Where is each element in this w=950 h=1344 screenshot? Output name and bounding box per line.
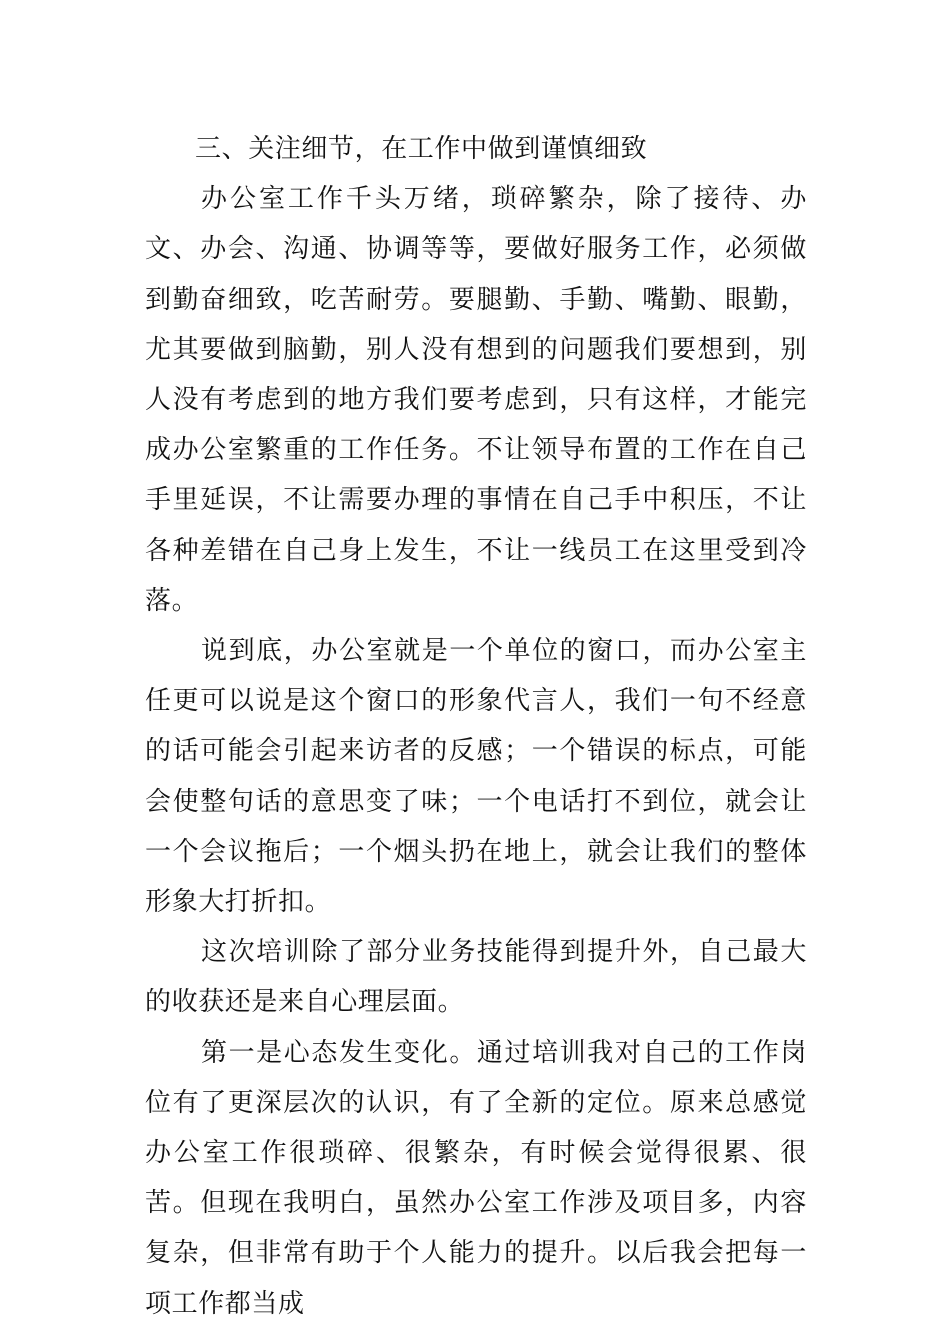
paragraph-2: 说到底，办公室就是一个单位的窗口，而办公室主任更可以说是这个窗口的形象代言人，我们一句不经意的话可能会引起来访者的反感；一个错误的标点，可能会使整句话的意思变了味；一个电话打不到位，就会让一个会议拖后；一个烟头扔在地上，就会让我们的整体形象大打折扣。: [145, 636, 807, 918]
paragraph-4: 第一是心态发生变化。通过培训我对自己的工作岗位有了更深层次的认识，有了全新的定位。原来总感觉办公室工作很琐碎、很繁杂，有时候会觉得很累、很苦。但现在我明白，虽然办公室工作涉及项目多，内容复杂，但非常有助于个人能力的提升。以后我会把每一项工作都当成: [145, 1037, 807, 1319]
document-body: [145, 124, 807, 1329]
paragraph-3: 这次培训除了部分业务技能得到提升外，自己最大的收获还是来自心理层面。: [145, 937, 807, 1018]
paragraph-1: 办公室工作千头万绪，琐碎繁杂，除了接待、办文、办会、沟通、协调等等，要做好服务工作，必须做到勤奋细致，吃苦耐劳。要腿勤、手勤、嘴勤、眼勤，尤其要做到脑勤，别人没有想到的问题我们要想到，别人没有考虑到的地方我们要考虑到，只有这样，才能完成办公室繁重的工作任务。不让领导布置的工作在自己手里延误，不让需要办理的事情在自己手中积压，不让各种差错在自己身上发生，不让一线员工在这里受到冷落。: [145, 184, 807, 616]
section-heading: 三、关注细节，在工作中做到谨慎细致: [195, 134, 648, 164]
